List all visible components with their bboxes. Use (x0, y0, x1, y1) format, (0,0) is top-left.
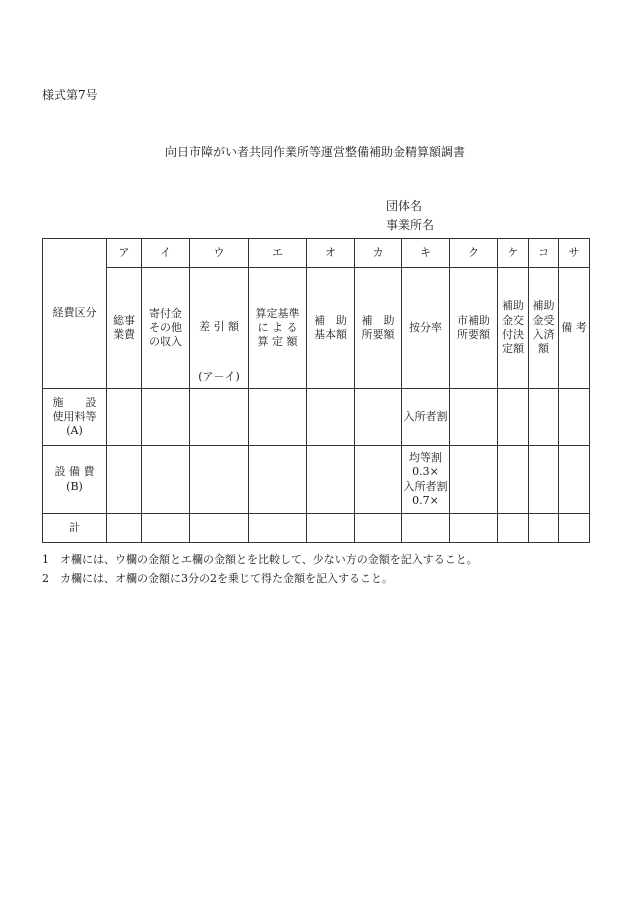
column-name: 補助 金受 入済 額 (529, 268, 559, 389)
table-cell (529, 446, 559, 514)
table-cell (307, 446, 355, 514)
table-cell (190, 446, 249, 514)
table-cell (107, 514, 142, 543)
note-line: 2 カ欄には、オ欄の金額に3分の2を乗じて得た金額を記入すること。 (42, 572, 393, 585)
table-cell (559, 514, 590, 543)
table-cell (559, 389, 590, 446)
category-header: 経費区分 (43, 239, 107, 389)
column-note: (ア－イ) (198, 369, 240, 383)
column-letter: ク (450, 239, 498, 268)
form-number: 様式第7号 (42, 88, 98, 102)
table-cell (142, 446, 190, 514)
table-row (43, 446, 590, 514)
column-letter: ケ (498, 239, 529, 268)
column-name: 補助 金交 付決 定額 (498, 268, 529, 389)
table-cell (355, 389, 402, 446)
column-name: 市補助 所要額 (450, 268, 498, 389)
ratio-cell (402, 514, 450, 543)
table-cell (355, 514, 402, 543)
table-cell (498, 514, 529, 543)
table-cell (529, 389, 559, 446)
ratio-cell: 均等割 0.3× 入所者割 0.7× (402, 446, 450, 514)
column-letter: サ (559, 239, 590, 268)
ratio-cell: 入所者割 (402, 389, 450, 446)
column-name: 補 助 所要額 (355, 268, 402, 389)
row-label: 施 設 使用料等 (A) (43, 389, 107, 446)
settlement-table (42, 238, 590, 543)
table-cell (107, 446, 142, 514)
total-row (43, 514, 590, 543)
table-cell (190, 389, 249, 446)
letter-row (43, 239, 590, 268)
column-name-deduction (190, 268, 249, 389)
table-cell (142, 514, 190, 543)
column-name: 寄付金 その他 の収入 (142, 268, 190, 389)
organization-label: 団体名 (386, 199, 423, 213)
column-letter: オ (307, 239, 355, 268)
table-cell (529, 514, 559, 543)
notes (42, 550, 478, 588)
table-cell (498, 446, 529, 514)
table-cell (355, 446, 402, 514)
column-letter: キ (402, 239, 450, 268)
column-name: 備 考 (559, 268, 590, 389)
table-cell (249, 514, 307, 543)
column-letter: カ (355, 239, 402, 268)
table-cell (307, 389, 355, 446)
column-name: 按分率 (402, 268, 450, 389)
column-letter: ア (107, 239, 142, 268)
table-cell (142, 389, 190, 446)
table-cell (249, 389, 307, 446)
column-name: 差 引 額 (199, 320, 239, 333)
row-label: 計 (43, 514, 107, 543)
table-cell (107, 389, 142, 446)
office-label: 事業所名 (386, 218, 435, 232)
table-row (43, 389, 590, 446)
document-title: 向日市障がい者共同作業所等運営整備補助金精算額調書 (164, 145, 465, 159)
column-name: 総事 業費 (107, 268, 142, 389)
column-letter: ウ (190, 239, 249, 268)
column-name-row (43, 268, 590, 389)
table-cell (450, 514, 498, 543)
column-name: 算定基準 に よ る 算 定 額 (249, 268, 307, 389)
table-cell (450, 446, 498, 514)
table-cell (190, 514, 249, 543)
note-line: 1 オ欄には、ウ欄の金額とエ欄の金額とを比較して、少ない方の金額を記入すること。 (42, 553, 478, 566)
table-cell (307, 514, 355, 543)
column-letter: エ (249, 239, 307, 268)
table-cell (450, 389, 498, 446)
column-letter: イ (142, 239, 190, 268)
row-label: 設 備 費 (B) (43, 446, 107, 514)
table-cell (498, 389, 529, 446)
table-cell (559, 446, 590, 514)
table-cell (249, 446, 307, 514)
column-letter: コ (529, 239, 559, 268)
column-name: 補 助 基本額 (307, 268, 355, 389)
